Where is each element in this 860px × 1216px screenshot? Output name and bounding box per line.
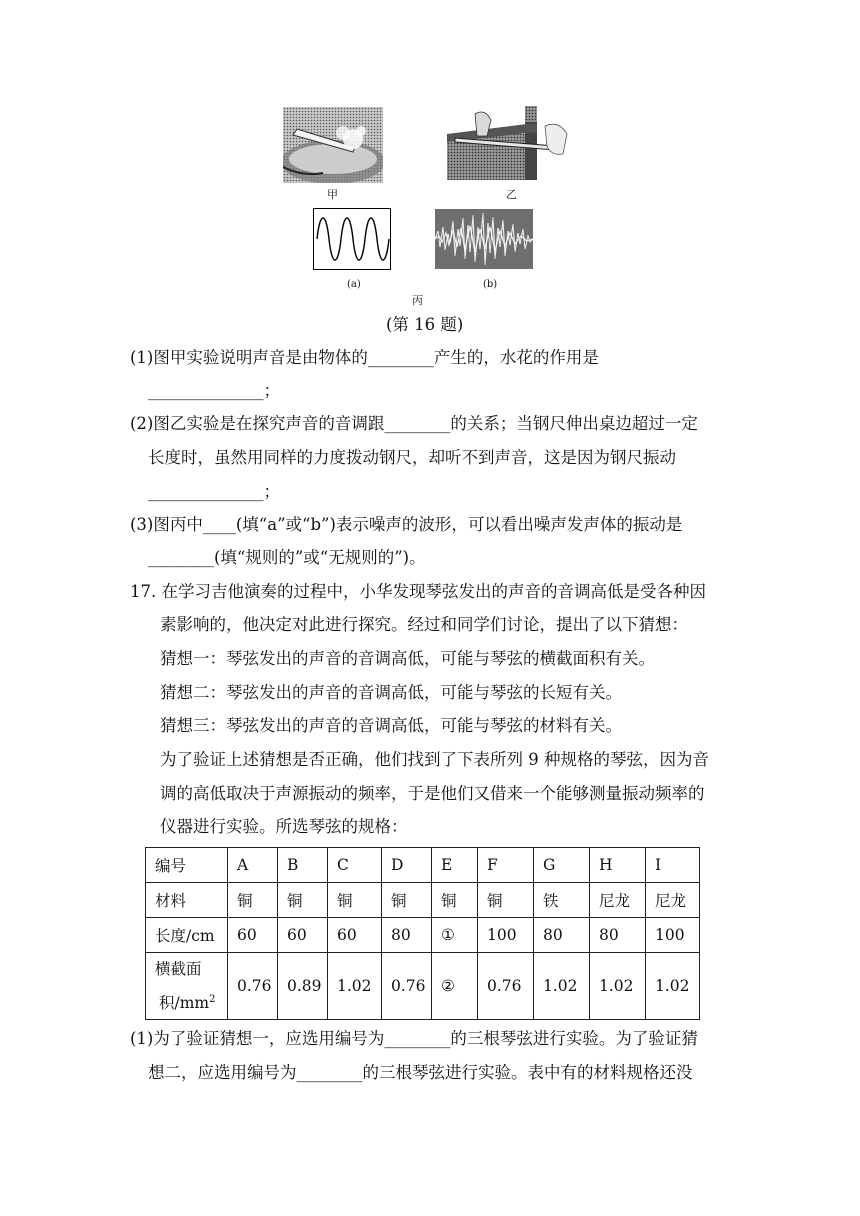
table-cell: 铜 bbox=[278, 883, 328, 918]
q17-para-line3: 仪器进行实验。所选琴弦的规格： bbox=[160, 817, 408, 836]
table-cell: 铜 bbox=[382, 883, 432, 918]
q16-part3-line2: ________(填“规则的”或“无规则的”)。 bbox=[148, 548, 426, 567]
table-cell: 材料 bbox=[146, 883, 228, 918]
table-cell: 0.76 bbox=[382, 953, 432, 1020]
figure-caption: (第 16 题) bbox=[386, 315, 464, 334]
q16-part1-line1: (1)图甲实验说明声音是由物体的________产生的，水花的作用是 bbox=[130, 348, 599, 367]
area-label-line2: 积$/mm^2$ bbox=[159, 993, 216, 1012]
table-cell: 0.76 bbox=[228, 953, 278, 1020]
table-cell: H bbox=[590, 848, 646, 883]
table-cell: C bbox=[328, 848, 382, 883]
q16-part3-line1: (3)图丙中____(填“a”或“b”)表示噪声的波形，可以看出噪声发声体的振动是 bbox=[130, 515, 683, 534]
table-cell bbox=[146, 953, 228, 1020]
q17-para-line1: 为了验证上述猜想是否正确，他们找到了下表所列 9 种规格的琴弦，因为音 bbox=[160, 750, 709, 769]
q17-intro-line1: 17. 在学习吉他演奏的过程中，小华发现琴弦发出的声音的音调高低是受各种因 bbox=[130, 582, 706, 601]
q16-part2-line2: 长度时，虽然用同样的力度拨动钢尺，却听不到声音，这是因为钢尺振动 bbox=[148, 448, 676, 467]
table-cell: 100 bbox=[478, 918, 534, 953]
string-spec-table bbox=[145, 847, 700, 1020]
table-cell: 60 bbox=[278, 918, 328, 953]
table-cell: E bbox=[432, 848, 478, 883]
q17-para-line2: 调的高低取决于声源振动的频率，于是他们又借来一个能够测量振动频率的 bbox=[160, 784, 705, 803]
table-cell: 1.02 bbox=[328, 953, 382, 1020]
table-cell: 铜 bbox=[432, 883, 478, 918]
table-cell: 铜 bbox=[478, 883, 534, 918]
figure-jia-photo bbox=[283, 107, 383, 183]
q17-sub1-line1: (1)为了验证猜想一，应选用编号为________的三根琴弦进行实验。为了验证猜 bbox=[130, 1029, 698, 1048]
q16-part2-line1: (2)图乙实验是在探究声音的音调跟________的关系；当钢尺伸出桌边超过一定 bbox=[130, 414, 698, 433]
table-cell: 铁 bbox=[534, 883, 590, 918]
table-cell: ① bbox=[432, 918, 478, 953]
table-cell: 铜 bbox=[228, 883, 278, 918]
table-row bbox=[146, 953, 700, 1020]
table-cell: 80 bbox=[382, 918, 432, 953]
table-cell: 1.02 bbox=[534, 953, 590, 1020]
table-cell: 60 bbox=[328, 918, 382, 953]
table-cell: 100 bbox=[646, 918, 700, 953]
table-cell: 60 bbox=[228, 918, 278, 953]
table-cell: A bbox=[228, 848, 278, 883]
table-cell: 1.02 bbox=[590, 953, 646, 1020]
table-cell: ② bbox=[432, 953, 478, 1020]
table-cell: D bbox=[382, 848, 432, 883]
table-cell: 铜 bbox=[328, 883, 382, 918]
label-yi: 乙 bbox=[506, 188, 517, 201]
waveform-b bbox=[435, 209, 533, 269]
label-bing: 丙 bbox=[412, 294, 423, 307]
table-row bbox=[146, 848, 700, 883]
waveform-a bbox=[313, 208, 391, 270]
table-cell: 编号 bbox=[146, 848, 228, 883]
table-cell: B bbox=[278, 848, 328, 883]
table-cell: F bbox=[478, 848, 534, 883]
q17-guess3: 猜想三：琴弦发出的声音的音调高低，可能与琴弦的材料有关。 bbox=[160, 716, 622, 735]
q17-sub1-line2: 想二，应选用编号为________的三根琴弦进行实验。表中有的材料规格还没 bbox=[148, 1063, 693, 1082]
q16-part2-line3: ______________； bbox=[148, 482, 280, 501]
table-cell: 80 bbox=[590, 918, 646, 953]
table-cell: G bbox=[534, 848, 590, 883]
table-cell: 0.89 bbox=[278, 953, 328, 1020]
table-cell: 80 bbox=[534, 918, 590, 953]
table-cell: 0.76 bbox=[478, 953, 534, 1020]
q17-guess2: 猜想二：琴弦发出的声音的音调高低，可能与琴弦的长短有关。 bbox=[160, 683, 622, 702]
area-label-line1: 横截面 bbox=[155, 960, 202, 979]
label-jia: 甲 bbox=[327, 188, 338, 201]
table-row bbox=[146, 883, 700, 918]
table-cell: 尼龙 bbox=[646, 883, 700, 918]
figure-yi-photo bbox=[447, 106, 571, 180]
label-a: (a) bbox=[347, 279, 361, 290]
table-cell: I bbox=[646, 848, 700, 883]
table-cell: 长度/cm bbox=[146, 918, 228, 953]
table-row bbox=[146, 918, 700, 953]
q17-intro-line2: 素影响的，他决定对此进行探究。经过和同学们讨论，提出了以下猜想： bbox=[160, 615, 688, 634]
q17-guess1: 猜想一：琴弦发出的声音的音调高低，可能与琴弦的横截面积有关。 bbox=[160, 649, 655, 668]
q16-part1-line2: ______________； bbox=[148, 381, 280, 400]
table-cell: 1.02 bbox=[646, 953, 700, 1020]
label-b: (b) bbox=[483, 279, 498, 290]
table-cell: 尼龙 bbox=[590, 883, 646, 918]
